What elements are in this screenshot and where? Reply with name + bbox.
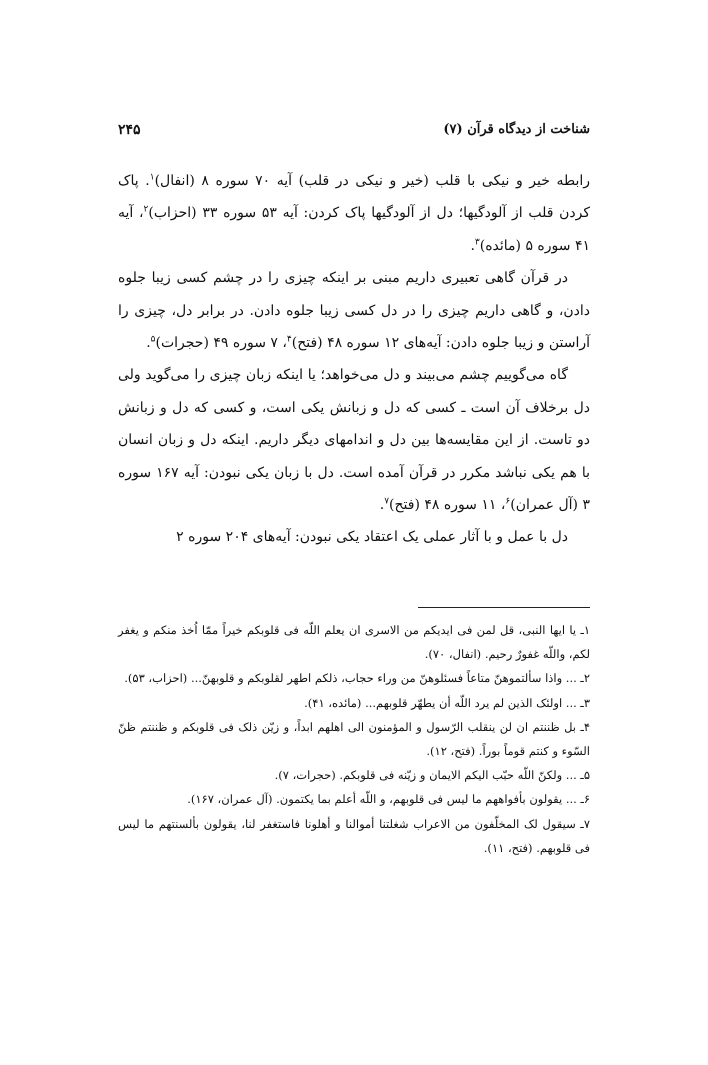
footnote-4: ۴ـ بل ظننتم ان لن ینقلب الرّسول و المؤمنون الی اهلهم ابداً، و زیّن ذلک فی قلوبکم و ظننتم ظنّ السّوء و کنتم قوماً بوراً. (فتح، ۱۲). [118,719,590,759]
footnote-1: ۱ـ یا ایها النبی، قل لمن فی ایدیکم من الاسری ان یعلم اللّه فی قلوبکم خیراً ممّا اُخذ منکم و یغفر لکم، واللّه غفورٌ رحیم. (انفال، ۷۰). [118,623,590,662]
paragraph-1-text-2: . پاک کردن قلب از آلودگیها؛ دل از آلودگیها پاک کردن: آیه ۵۳ سوره ۳۳ (احزاب) [118,173,591,222]
footnotes [118,618,590,860]
paragraph-2 [118,262,590,359]
footnote-ref-1: ۱ [149,172,155,183]
footnote-ref-2: ۲ [143,204,149,215]
footnote-ref-6: ۶ [505,496,511,507]
footnote-7: ۷ـ سیقول لک المخلّفون من الاعراب شغلتنا أموالنا و أهلونا فاستغفر لنا، یقولون بألسنتهم ما لیس فی قلوبهم. (فتح، ۱۱). [118,816,590,855]
running-header [118,120,590,144]
footnote-5: ۵ـ ... ولکنّ اللّه حبّب الیکم الایمان و زیّنه فی قلوبکم. (حجرات، ۷). [274,768,590,783]
paragraph-2-text-1: در قرآن گاهی تعبیری داریم مبنی بر اینکه چیزی را در چشم کسی زیبا جلوه دادن، و گاهی داریم چیزی را در دل کسی زیبا جلوه دادن. در برابر دل، چیزی را آراستن و زیبا جلوه دادن: آیه‌های ۱۲ سوره ۴۸ (فتح) [118,270,590,352]
paragraph-2-text-3: . [146,335,151,352]
paragraph-1-text-3: ، آیه ۴۱ سوره ۵ (مائده) [118,205,590,254]
paragraph-3-text-3: . [379,497,385,514]
footnote-6: ۶ـ ... یقولون بأفواههم ما لیس فی قلوبهم، و اللّه أعلم بما یکتمون. (آل عمران، ۱۶۷). [187,792,590,807]
footnote-ref-4: ۴ [286,334,292,345]
footnote-3: ۳ـ ... اولئک الذین لم یرد اللّه أن یطهّر قلوبهم... (مائده، ۴۱). [304,695,590,710]
paragraph-3 [118,359,590,521]
footnote-ref-5: ۵ [150,334,156,345]
paragraph-1 [118,165,590,262]
paragraph-3-text-1: گاه می‌گوییم چشم می‌بیند و دل می‌خواهد؛ یا اینکه زبان چیزی را می‌گوید ولی دل برخلاف آن است ـ کسی که دل و زبانش یکی است، و کسی که دل و زبانش دو تاست. از این مقایسه‌ها بین دل و اندامهای دیگر داریم. اینکه دل و زبان انسان با هم یکی نباشد مکرر در قرآن آمده است. دل با زبان یکی نبودن: آیه ۱۶۷ سوره ۳ (آل عمران) [118,367,591,514]
footnote-2: ۲ـ ... واذا سألتموهنّ متاعاً فسئلوهنّ من وراء حجاب، ذلکم اطهر لقلوبکم و قلوبهنّ... (احزاب، ۵۳). [124,671,590,686]
paragraph-1-text-4: . [470,237,475,254]
running-header-title: شناخت از دیدگاه قرآن (۷) [443,122,590,137]
paragraph-3-text-2: ، ۱۱ سوره ۴۸ (فتح) [389,497,506,514]
footnote-divider [418,607,590,608]
paragraph-1-text-1: رابطه خیر و نیکی با قلب (خیر و نیکی در قلب) آیه ۷۰ سوره ۸ (انفال) [154,173,591,189]
footnote-ref-3: ۳ [474,237,480,248]
paragraph-4: دل با عمل و با آثار عملی یک اعتقاد یکی نبودن: آیه‌های ۲۰۴ سوره ۲ [176,529,568,546]
page-number: ۲۴۵ [118,122,141,138]
main-text [118,165,590,554]
footnote-ref-7: ۷ [384,496,390,507]
paragraph-2-text-2: ، ۷ سوره ۴۹ (حجرات) [155,335,287,352]
